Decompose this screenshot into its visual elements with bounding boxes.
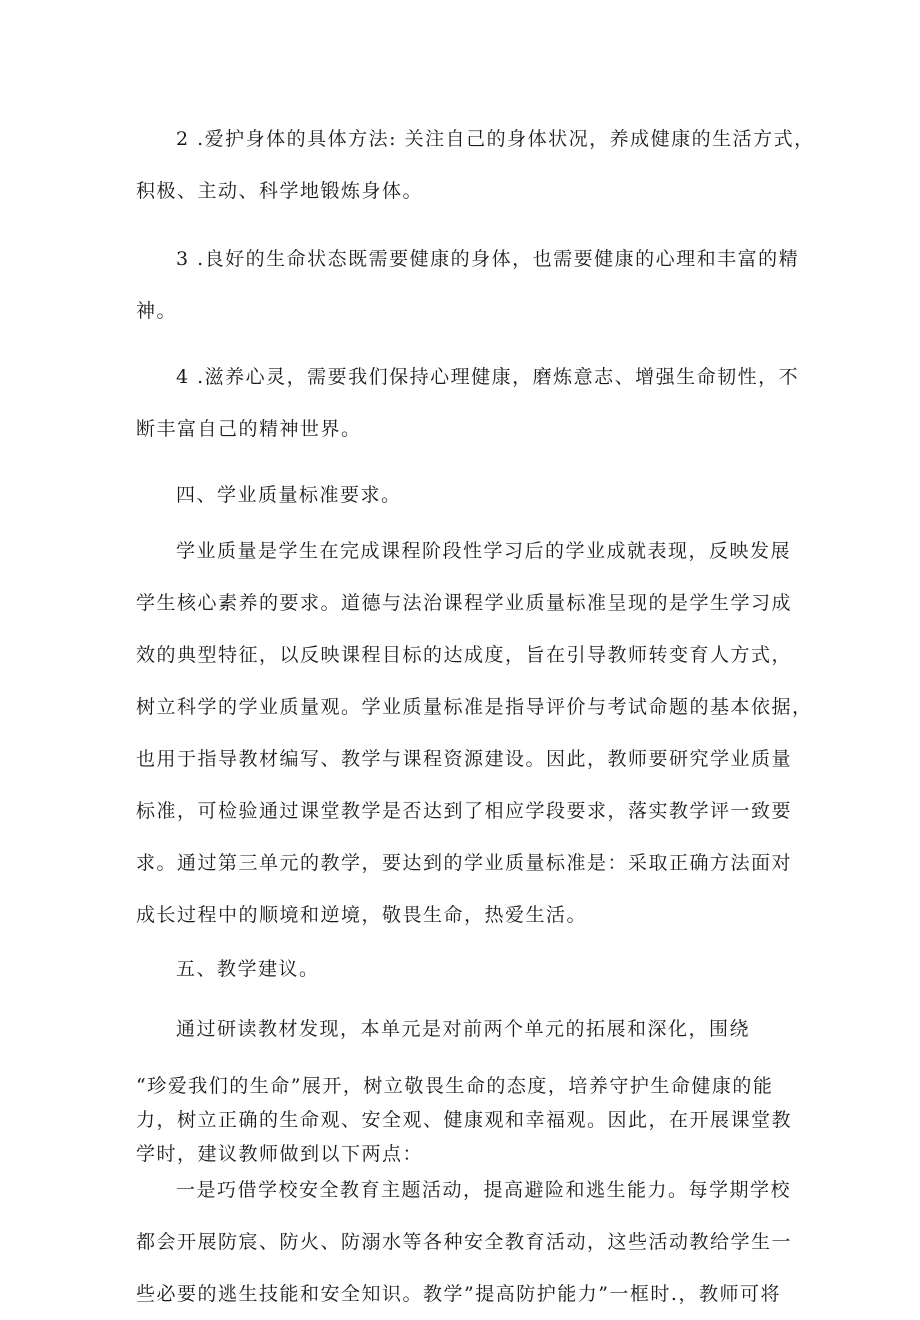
text-line: 2 .爱护身体的具体方法: 关注自己的身体状况，养成健康的生活方式， (176, 128, 815, 150)
text-line: 学时，建议教师做到以下两点： (136, 1143, 424, 1165)
text-line: 些必要的逃生技能和安全知识。教学”提高防护能力”一框时.，教师可将 (136, 1283, 781, 1305)
text-line: 也用于指导教材编写、教学与课程资源建设。因此，教师要研究学业质量 (136, 748, 793, 770)
text-line: 一是巧借学校安全教育主题活动，提高避险和逃生能力。每学期学校 (176, 1179, 792, 1201)
paragraph-safety-education (136, 1164, 836, 1320)
text-line: 树立科学的学业质量观。学业质量标准是指导评价与考试命题的基本依据， (136, 696, 813, 718)
heading-text: 四、学业质量标准要求。 (176, 484, 402, 506)
text-line: 求。通过第三单元的教学，要达到的学业质量标准是：采取正确方法面对 (136, 852, 793, 874)
text-line: 标准，可检验通过课堂教学是否达到了相应学段要求，落实教学评一致要 (136, 800, 793, 822)
text-line: 4 .滋养心灵，需要我们保持心理健康，磨炼意志、增强生命韧性，不 (176, 366, 800, 388)
text-line: 通过研读教材发现，本单元是对前两个单元的拓展和深化，围绕 (176, 1018, 751, 1040)
paragraph-cherish-life (136, 1069, 796, 1171)
heading-text: 五、教学建议。 (176, 958, 320, 980)
paragraph-life-state (136, 233, 836, 337)
text-line: “珍爱我们的生命”展开，树立敬畏生命的态度，培养守护生命健康的能 (136, 1075, 774, 1097)
text-line: 断丰富自己的精神世界。 (136, 418, 362, 440)
text-line: 效的典型特征，以反映课程目标的达成度，旨在引导教师转变育人方式， (136, 644, 793, 666)
text-line: 神。 (136, 300, 178, 322)
paragraph-academic-quality (136, 525, 836, 941)
section-heading-teaching-suggestions (136, 943, 836, 995)
text-line: 3 .良好的生命状态既需要健康的身体，也需要健康的心理和丰富的精 (176, 248, 800, 270)
paragraph-study-textbook (136, 1003, 836, 1055)
text-line: 积极、主动、科学地锻炼身体。 (136, 180, 424, 202)
text-line: 学业质量是学生在完成课程阶段性学习后的学业成就表现，反映发展 (176, 540, 792, 562)
paragraph-body-care-methods (136, 113, 836, 217)
text-line: 成长过程中的顺境和逆境，敬畏生命，热爱生活。 (136, 904, 588, 926)
text-line: 学生核心素养的要求。道德与法治课程学业质量标准呈现的是学生学习成 (136, 592, 793, 614)
text-line: 都会开展防宸、防火、防溺水等各种安全教育活动，这些活动教给学生一 (136, 1231, 793, 1253)
text-line: 力，树立正确的生命观、安全观、健康观和幸福观。因此，在开展课堂教 (136, 1109, 793, 1131)
paragraph-nourish-soul (136, 351, 836, 455)
section-heading-quality-standards (136, 469, 836, 521)
